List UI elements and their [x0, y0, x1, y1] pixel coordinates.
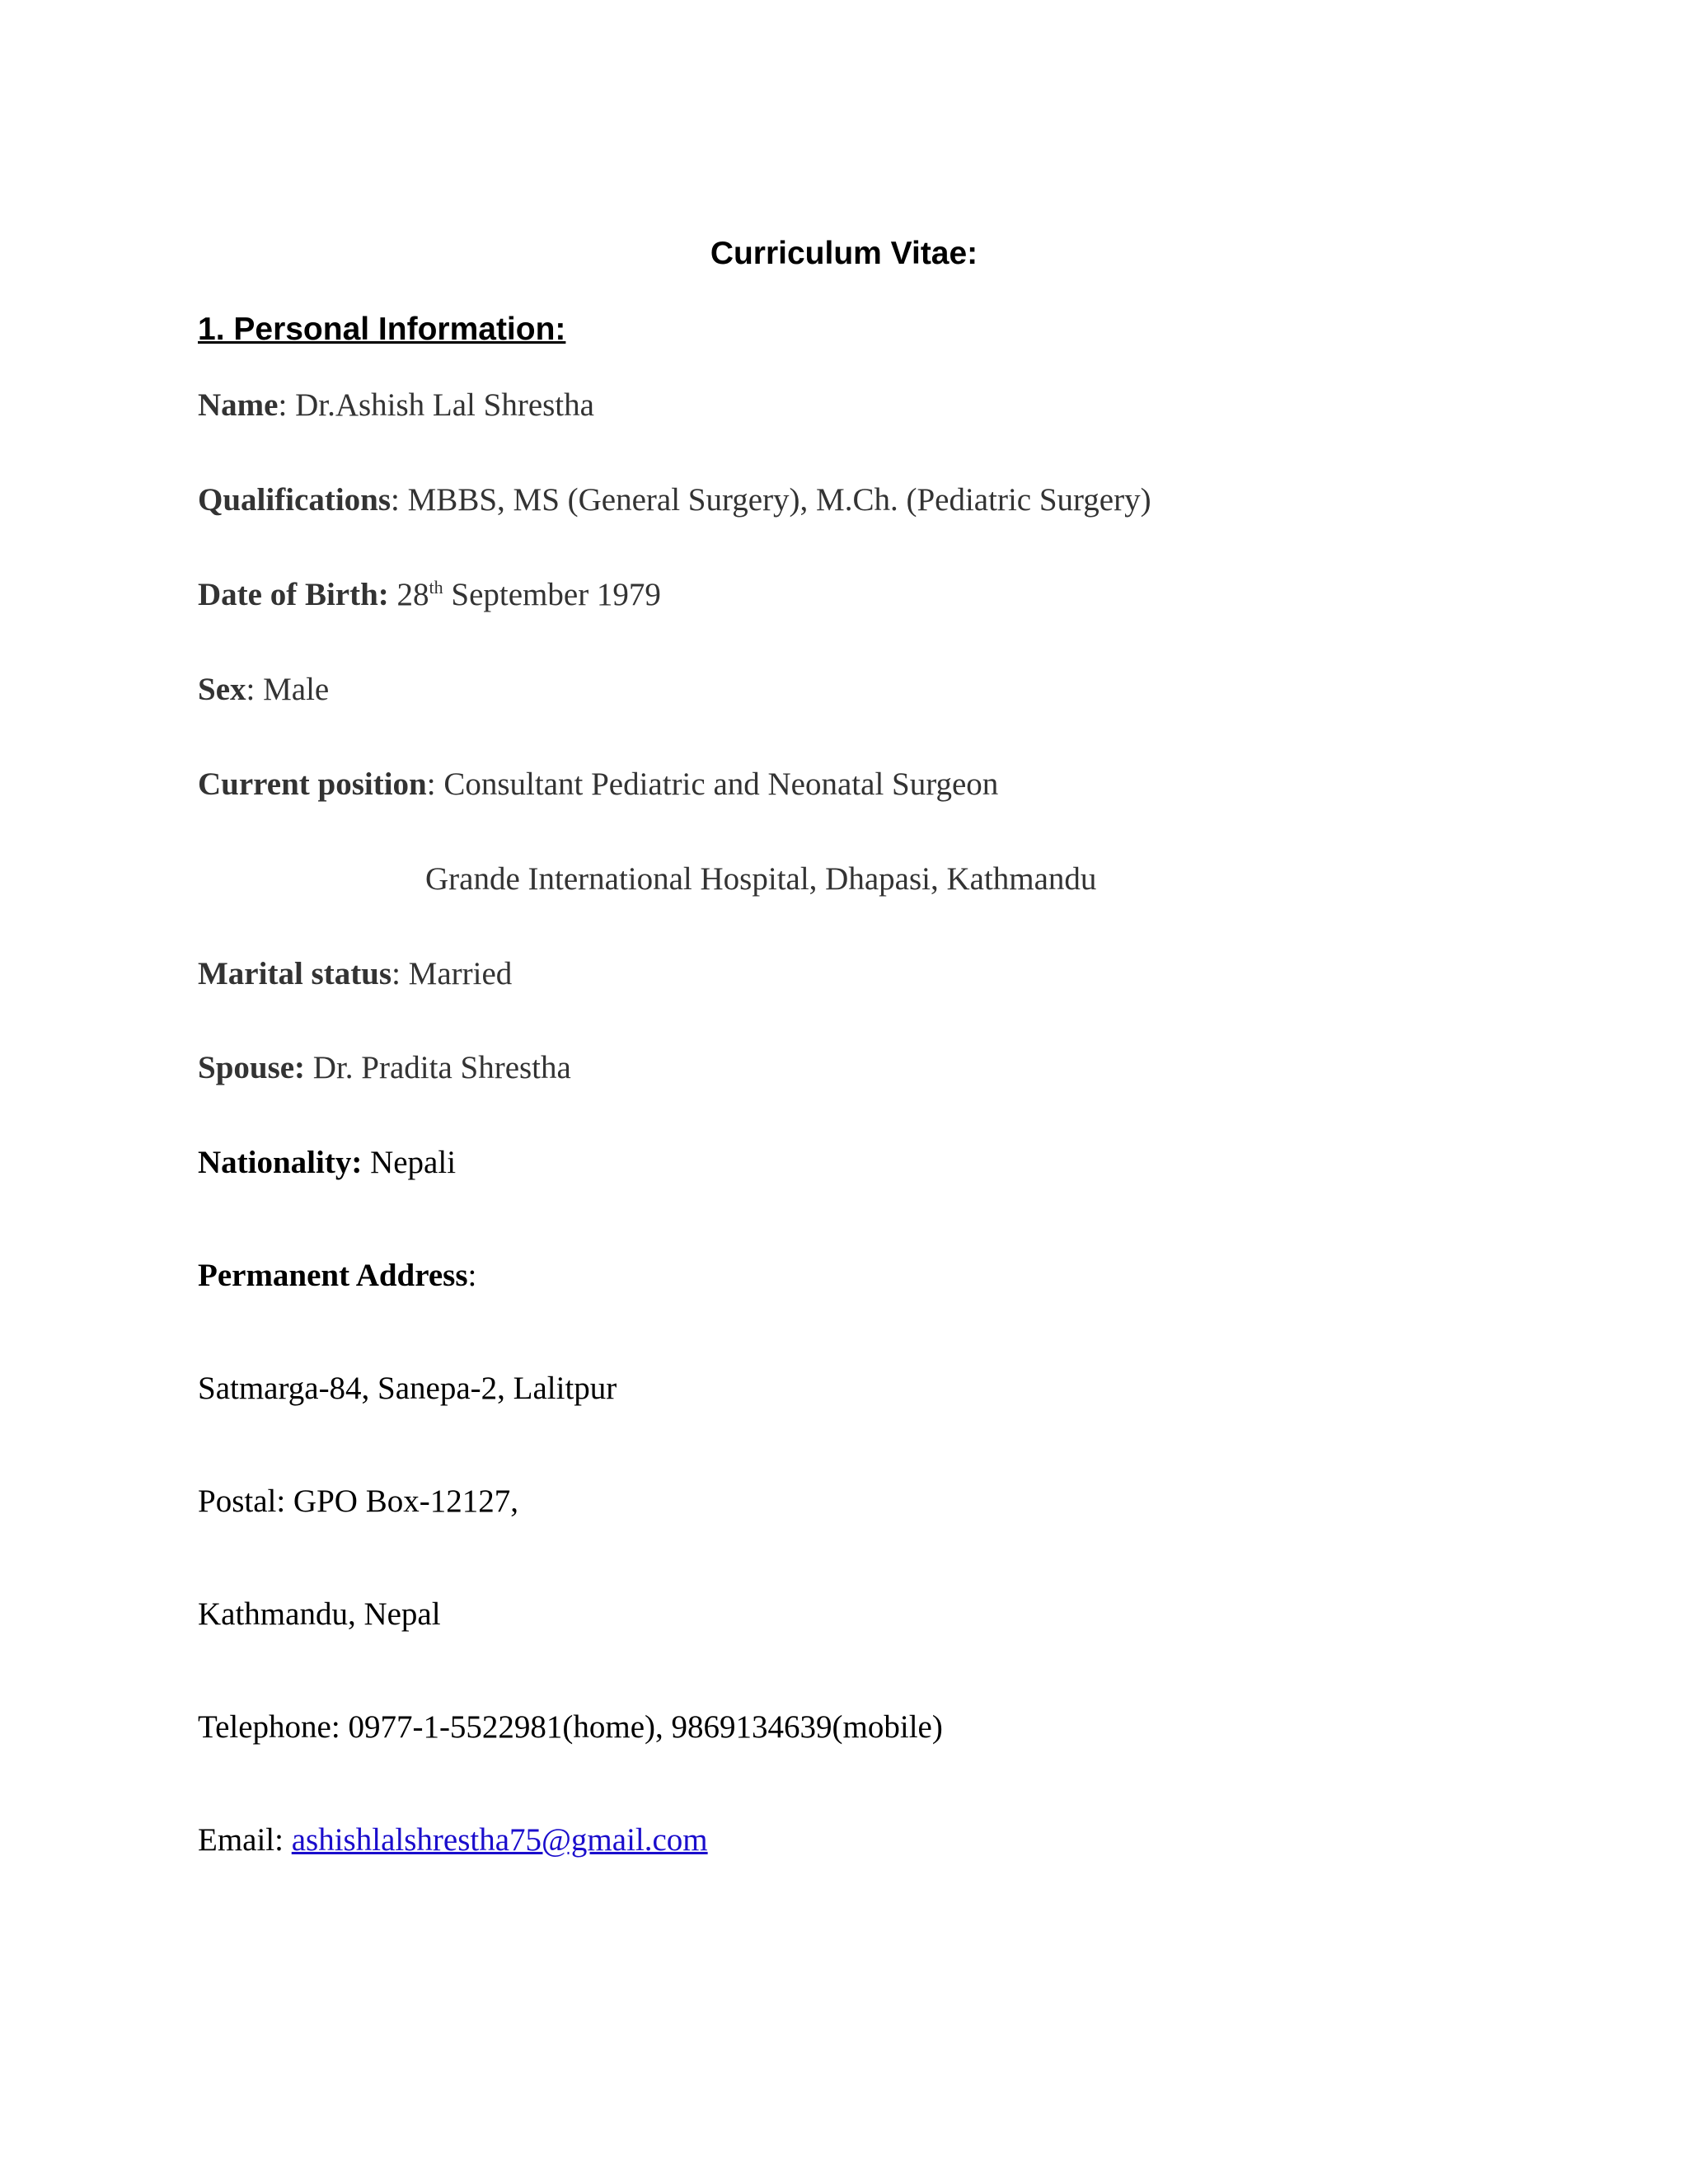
document-title: Curriculum Vitae:: [710, 236, 978, 271]
section-heading-personal-information: 1. Personal Information:: [198, 312, 566, 347]
field-label-nationality: Nationality:: [198, 1145, 363, 1180]
field-date-of-birth: [198, 574, 661, 616]
field-sep: :: [391, 482, 408, 518]
telephone: Telephone: 0977-1-5522981(home), 9869134639(mobile): [198, 1709, 943, 1745]
field-sep: :: [278, 387, 296, 423]
field-marital-status: [198, 953, 512, 996]
field-value-dob-day: 28: [396, 577, 429, 612]
field-qualifications: [198, 479, 1151, 522]
field-permanent-address: [198, 1254, 476, 1297]
field-label-qualifications: Qualifications: [198, 482, 392, 518]
field-sep: :: [246, 672, 264, 707]
address-line-1: Satmarga-84, Sanepa-2, Lalitpur: [198, 1371, 617, 1406]
field-spouse: [198, 1047, 571, 1090]
field-label-current-position: Current position: [198, 766, 427, 802]
field-value-hospital: Grande International Hospital, Dhapasi, Kathmandu: [425, 861, 1097, 897]
field-label-permanent-address: Permanent Address: [198, 1258, 468, 1293]
field-sep: :: [392, 956, 409, 991]
field-value-current-position: Consultant Pediatric and Neonatal Surgeon: [443, 766, 999, 802]
field-value-dob-suffix: th: [429, 577, 443, 598]
email-label: Email:: [198, 1822, 292, 1858]
email-row: [198, 1819, 708, 1862]
field-label-date-of-birth: Date of Birth:: [198, 577, 389, 612]
field-value-spouse: Dr. Pradita Shrestha: [312, 1050, 571, 1085]
field-value-name: Dr.Ashish Lal Shrestha: [295, 387, 594, 423]
field-label-marital-status: Marital status: [198, 956, 392, 991]
field-nationality: [198, 1141, 456, 1184]
field-sep: :: [426, 766, 444, 802]
field-current-position-line2: [425, 858, 1096, 901]
field-value-sex: Male: [263, 672, 330, 707]
field-value-dob-rest: September 1979: [451, 577, 661, 612]
field-label-spouse: Spouse:: [198, 1050, 306, 1085]
address-postal: Postal: GPO Box-12127,: [198, 1483, 518, 1519]
field-sex: [198, 668, 329, 711]
field-value-nationality: Nepali: [370, 1145, 457, 1180]
field-current-position: [198, 763, 998, 806]
field-value-qualifications: MBBS, MS (General Surgery), M.Ch. (Pediatric Surgery): [407, 482, 1151, 518]
field-name: [198, 384, 594, 427]
field-label-sex: Sex: [198, 672, 246, 707]
field-label-name: Name: [198, 387, 279, 423]
field-sep: :: [467, 1258, 477, 1293]
address-city: Kathmandu, Nepal: [198, 1596, 441, 1632]
field-value-marital-status: Married: [408, 956, 513, 991]
email-link[interactable]: ashishlalshrestha75@gmail.com: [291, 1822, 708, 1858]
